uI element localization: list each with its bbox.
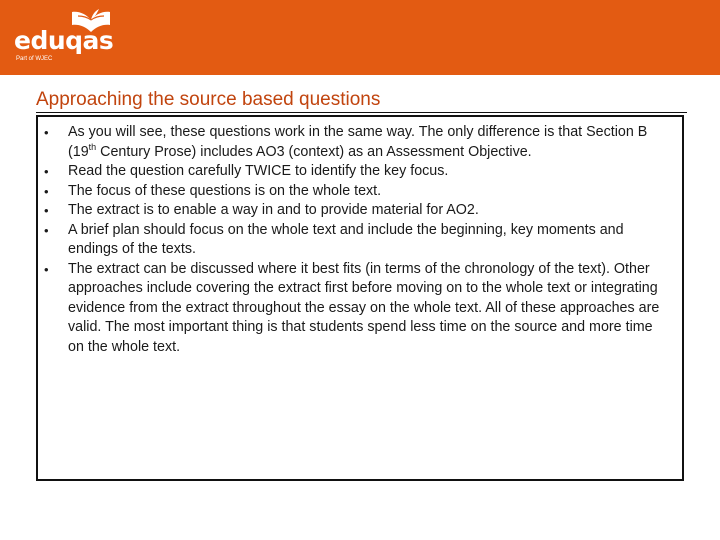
logo-tagline: Part of WJEC bbox=[16, 56, 53, 62]
ordinal-suffix: th bbox=[88, 141, 97, 152]
logo-wordmark: eduqas bbox=[14, 26, 114, 55]
bullet-marker: • bbox=[44, 164, 49, 179]
bullet-text: The focus of these questions is on the whole text. bbox=[68, 182, 382, 199]
bullet-item bbox=[44, 123, 672, 162]
bullet-marker: • bbox=[44, 222, 49, 238]
bullet-marker: • bbox=[44, 203, 49, 218]
bullet-text: Century Prose) includes AO3 (context) as an Assessment Objective. bbox=[96, 143, 532, 160]
bullet-marker: • bbox=[44, 183, 49, 199]
bullet-marker: • bbox=[44, 125, 49, 140]
bullet-item bbox=[44, 260, 672, 358]
bullet-text: The extract is to enable a way in and to provide material for AO2. bbox=[68, 202, 479, 218]
bullet-item bbox=[44, 162, 672, 182]
bullet-item bbox=[44, 221, 672, 260]
bullet-text: Read the question carefully TWICE to identify the key focus. bbox=[68, 163, 449, 179]
slide-title: Approaching the source based questions bbox=[36, 89, 381, 110]
eduqas-logo bbox=[12, 8, 122, 66]
bullet-item bbox=[44, 201, 672, 221]
bullet-text: The extract can be discussed where it best fits (in terms of the chronology of the text). Other approaches include covering the extract first before moving on to the whole text or integrating evidence from the extract throughout the essay on the whole text. All of these approaches are valid. The most important thing is that students spend less time on the source and more time on the whole text. bbox=[68, 260, 660, 355]
content-box bbox=[36, 115, 684, 481]
bullet-text: As you will see, these questions work in the same way. The only difference is that Section B (19 bbox=[68, 124, 648, 160]
bullet-marker: • bbox=[44, 261, 49, 277]
header-band bbox=[0, 0, 720, 75]
bullet-item bbox=[44, 182, 672, 202]
bullet-text: A brief plan should focus on the whole text and include the beginning, key moments and endings of the texts. bbox=[68, 221, 624, 257]
title-underline bbox=[36, 112, 687, 113]
bullet-list bbox=[38, 117, 682, 357]
